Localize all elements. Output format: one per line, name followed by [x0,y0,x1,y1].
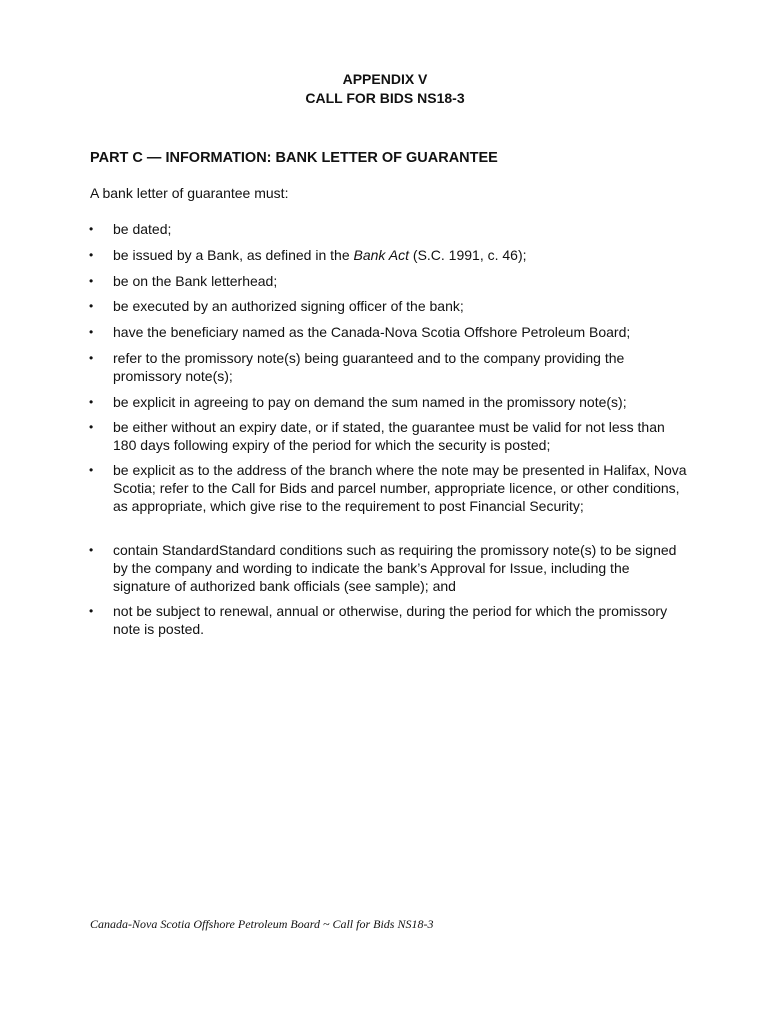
bullet-icon: • [89,299,94,313]
list-item-text: contain StandardStandard conditions such as requiring the promissory note(s) to be signed by the company and wording to indicate the bank’s Approval for Issue, including the signature of authorized bank officials (see sample); and [113,542,677,594]
appendix-heading: APPENDIX V [342,71,428,87]
bullet-icon: • [89,420,94,434]
list-item-text [113,246,688,264]
bullet-icon: • [89,543,94,557]
bullet-icon: • [89,222,94,236]
list-item-text: be explicit in agreeing to pay on demand the sum named in the promissory note(s); [113,394,627,410]
bullet-icon: • [89,325,94,339]
list-item-text: have the beneficiary named as the Canada-Nova Scotia Offshore Petroleum Board; [113,324,631,340]
list-item-text-end: (S.C. 1991, c. 46); [409,247,527,263]
intro-text: A bank letter of guarantee must: [90,185,289,201]
list-item-text: be executed by an authorized signing officer of the bank; [113,298,464,314]
call-for-bids-heading: CALL FOR BIDS NS18-3 [305,90,465,106]
bank-act-title: Bank Act [353,247,410,263]
list-item-text: be on the Bank letterhead; [113,273,278,289]
list-item-text: be dated; [113,221,172,237]
part-title: PART C — INFORMATION: BANK LETTER OF GUARANTEE [90,150,498,166]
bullet-icon: • [89,274,94,288]
bullet-icon: • [89,463,94,477]
list-item-text: not be subject to renewal, annual or otherwise, during the period for which the promissory note is posted. [113,603,668,637]
list-item-text: be either without an expiry date, or if stated, the guarantee must be valid for not less than 180 days following expiry of the period for which the security is posted; [113,419,665,453]
list-item-text-start: be issued by a Bank, as defined in the [113,247,354,263]
list-item-text: refer to the promissory note(s) being guaranteed and to the company providing the promissory note(s); [113,350,625,384]
bullet-icon: • [89,351,94,365]
bullet-icon: • [89,395,94,409]
bullet-icon: • [89,604,94,618]
bullet-icon: • [89,248,94,262]
list-item-text: be explicit as to the address of the branch where the note may be presented in Halifax, Nova Scotia; refer to the Call for Bids and parcel number, appropriate licence, or other conditions, as appropriate, which give rise to the requirement to post Financial Security; [113,462,687,514]
page-footer: Canada-Nova Scotia Offshore Petroleum Board ~ Call for Bids NS18-3 [90,917,434,931]
